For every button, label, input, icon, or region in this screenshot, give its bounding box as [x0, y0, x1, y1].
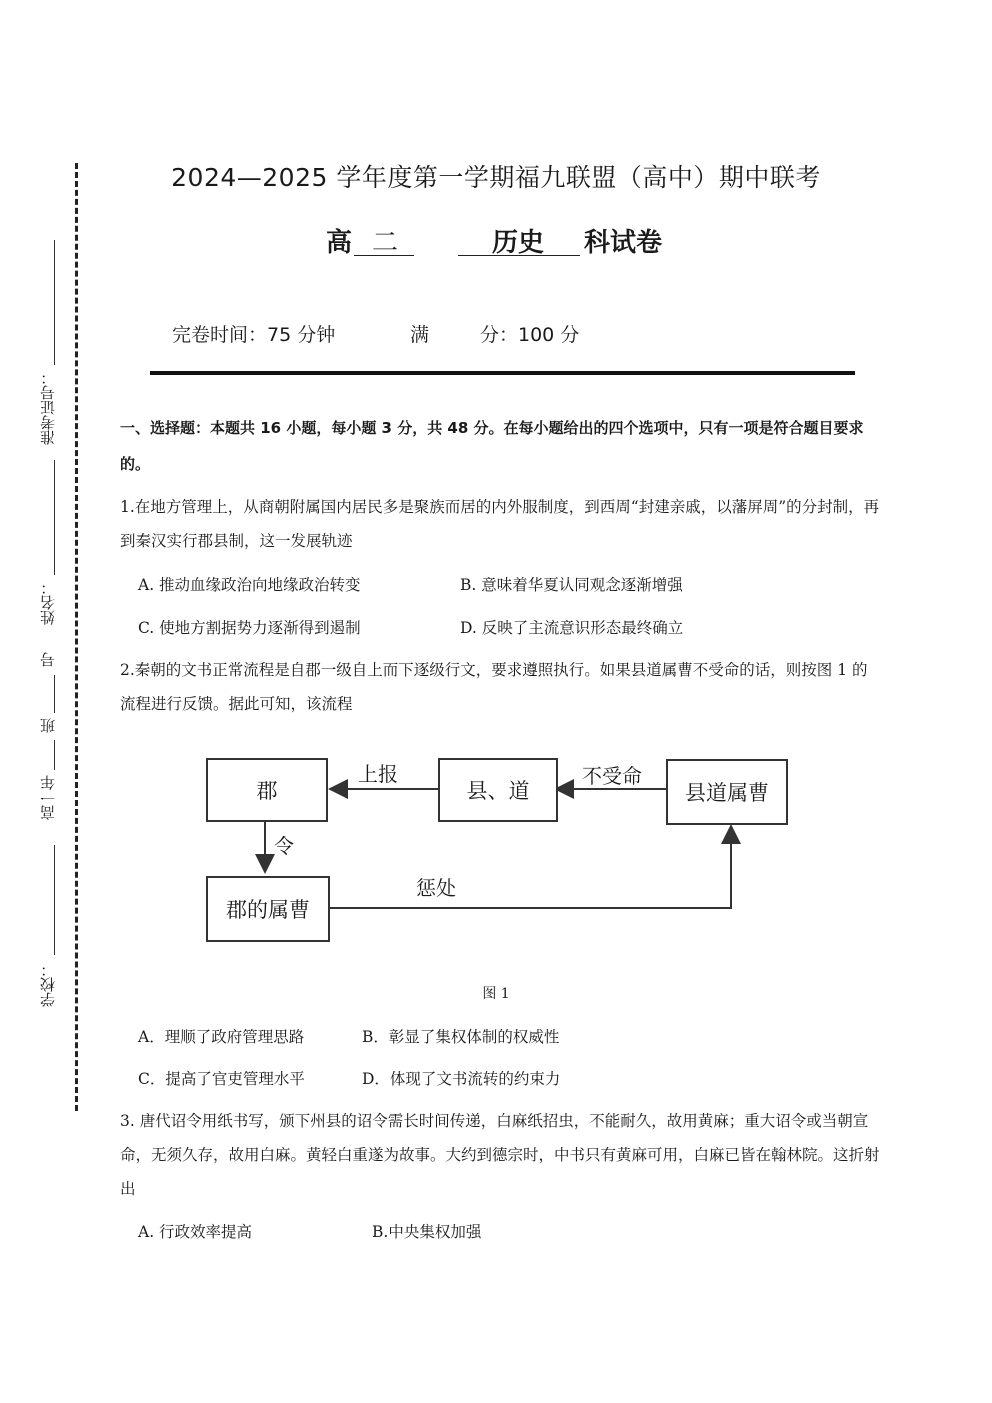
full-score-value: 分：100 分	[480, 324, 580, 346]
question-1-option-b: B. 意味着华夏认同观念逐渐增强	[460, 576, 683, 594]
grade-label: 高一年	[39, 775, 57, 820]
section-heading: 一、选择题：本题共 16 小题，每小题 3 分，共 48 分。在每小题给出的四个选项中，只有一项是符合题目要求的。	[120, 419, 864, 473]
question-2-option-c: C．提高了官吏管理水平	[138, 1070, 305, 1088]
question-2-option-a: A．理顺了政府管理思路	[138, 1028, 305, 1046]
label-refuse: 不受命	[582, 764, 642, 788]
class-label: 班	[39, 718, 57, 733]
grade-prefix: 高	[326, 228, 353, 258]
subject-value: 历史	[492, 228, 545, 258]
question-2-option-b: B．彰显了集权体制的权威性	[362, 1028, 560, 1046]
label-report: 上报	[358, 762, 398, 786]
question-2-option-d: D．体现了文书流转的约束力	[362, 1070, 561, 1088]
school-label: 学校：	[39, 962, 57, 1007]
question-3-stem: 3. 唐代诏令用纸书写，颁下州县的诏令需长时间传递，白麻纸招虫，不能耐久，故用黄麻；重大诏令或当朝宣命，无须久存，故用白麻。黄轻白重遂为故事。大约到德宗时，中书只有黄麻可用，白麻已皆在翰林院。这折射出	[120, 1112, 880, 1198]
box-xian-dao-shucao: 县道属曹	[666, 759, 788, 825]
question-1-option-c: C. 使地方割据势力逐渐得到遏制	[138, 619, 361, 637]
exam-id-label: 准考证号：	[39, 370, 57, 445]
box-jun-shucao: 郡的属曹	[206, 876, 330, 942]
question-1-option-d: D. 反映了主流意识形态最终确立	[460, 619, 684, 637]
arrow-punish	[328, 828, 731, 908]
question-3-option-a: A. 行政效率提高	[138, 1223, 253, 1241]
label-punish: 惩处	[416, 876, 456, 900]
question-3-option-b: B.中央集权加强	[372, 1223, 482, 1241]
exam-title: 2024—2025 学年度第一学期福九联盟（高中）期中联考	[171, 163, 821, 192]
subject-suffix: 科试卷	[584, 228, 663, 258]
name-label: 姓名：	[39, 580, 57, 625]
question-1-stem: 1.在地方管理上，从商朝附属国内居民多是聚族而居的内外服制度，到西周“封建亲戚，以藩屏周”的分封制，再到秦汉实行郡县制，这一发展轨迹	[120, 498, 880, 550]
box-jun: 郡	[206, 758, 328, 822]
number-label: 号	[39, 652, 57, 667]
question-1-option-a: A. 推动血缘政治向地缘政治转变	[138, 576, 361, 594]
figure-caption: 图 1	[482, 986, 510, 1002]
grade-value: 二	[372, 228, 399, 258]
exam-time: 完卷时间：75 分钟	[172, 324, 336, 346]
full-score-label: 满	[410, 324, 430, 346]
question-2-stem: 2.秦朝的文书正常流程是自郡一级自上而下逐级行文，要求遵照执行。如果县道属曹不受命的话，则按图 1 的流程进行反馈。据此可知，该流程	[120, 661, 868, 713]
label-order: 令	[274, 834, 294, 858]
box-xian-dao: 县、道	[438, 758, 558, 822]
